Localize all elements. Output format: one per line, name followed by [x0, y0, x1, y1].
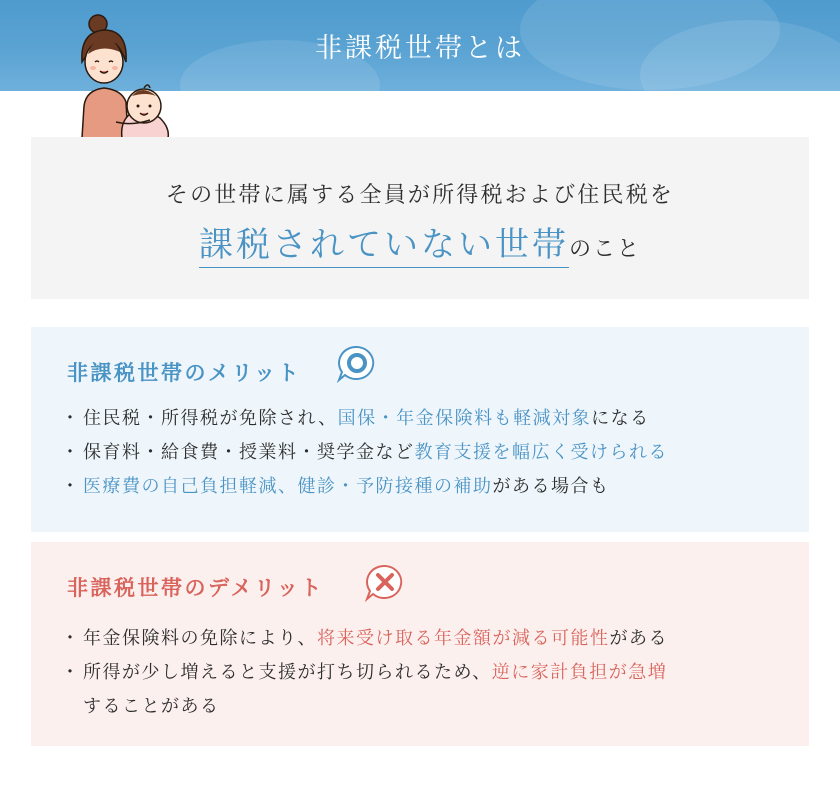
mother-and-baby-illustration	[76, 10, 176, 138]
definition-suffix: のこと	[568, 237, 641, 262]
cross-speech-bubble-icon	[364, 564, 406, 602]
definition-line: その世帯に属する全員が所得税および住民税を	[165, 183, 675, 208]
definition-emphasis-line	[31, 217, 809, 266]
page-title: 非課税世帯とは	[315, 33, 525, 64]
list-item: ・ 所得が少し増えると支援が打ち切られるため、逆に家計負担が急増 することがある	[65, 656, 668, 724]
definition-box	[31, 137, 809, 299]
list-item: ・ 医療費の自己負担軽減、健診・予防接種の補助がある場合も	[65, 470, 668, 504]
merit-title: 非課税世帯のメリット	[67, 360, 302, 385]
demerit-box	[31, 542, 809, 746]
list-item: ・ 年金保険料の免除により、将来受け取る年金額が減る可能性がある	[65, 622, 668, 656]
demerit-title: 非課税世帯のデメリット	[67, 575, 324, 600]
definition-highlight: 課税されていない世帯	[199, 225, 569, 268]
circle-speech-bubble-icon	[336, 345, 378, 383]
list-item: ・ 保育料・給食費・授業料・奨学金など教育支援を幅広く受けられる	[65, 436, 668, 470]
merit-list	[65, 402, 668, 504]
list-item: ・ 住民税・所得税が免除され、国保・年金保険料も軽減対象になる	[65, 402, 668, 436]
merit-box	[31, 327, 809, 532]
demerit-list	[65, 622, 668, 724]
